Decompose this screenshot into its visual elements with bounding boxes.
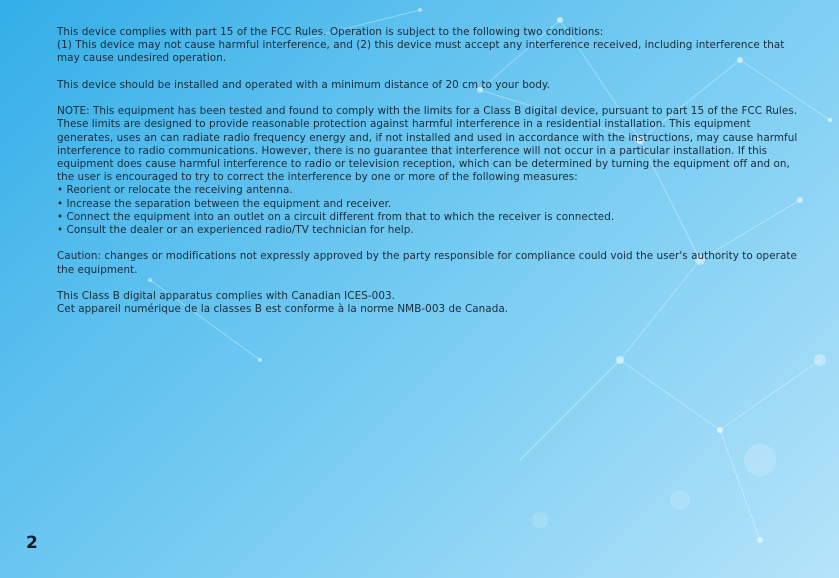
measure-bullet: • Connect the equipment into an outlet on a circuit different from that to which the receiver is connected. <box>57 210 615 223</box>
caution-paragraph: Caution: changes or modifications not expressly approved by the party responsible for compliance could void the user's authority to operate the equipment. <box>57 250 797 276</box>
nmb-statement: Cet appareil numérique de la classes B est conforme à la norme NMB-003 de Canada. <box>57 303 509 316</box>
distance-paragraph: This device should be installed and operated with a minimum distance of 20 cm to your body. <box>57 78 550 91</box>
fcc-note-paragraph <box>57 105 807 237</box>
canada-compliance-paragraph <box>57 290 807 316</box>
ices-statement: This Class B digital apparatus complies with Canadian ICES-003. <box>57 290 395 302</box>
fcc-note-text: NOTE: This equipment has been tested and found to comply with the limits for a Class B digital device, pursuant to part 15 of the FCC Rules. These limits are designed to provide reasonable protection against harmful interference in a residential installation. This equipment generates, uses an can radiate radio frequency energy and, if not installed and used in accordance with the instructions, may cause harmful interference to radio communications. However, there is no guarantee that interference will not occur in a particular installation. If this equipment does cause harmful interference to radio or television reception, which can be determined by turning the equipment off and on, the user is encouraged to try to correct the interference by one or more of the following measures: <box>57 105 798 184</box>
measure-bullet: • Increase the separation between the equipment and receiver. <box>57 197 392 210</box>
measure-bullet: • Consult the dealer or an experienced radio/TV technician for help. <box>57 224 414 237</box>
fcc-compliance-statement: This device complies with part 15 of the FCC Rules. Operation is subject to the following two conditions: <box>57 26 604 38</box>
fcc-conditions-paragraph <box>57 26 807 66</box>
page-number: 2 <box>26 533 38 553</box>
measure-bullet: • Reorient or relocate the receiving antenna. <box>57 184 293 197</box>
fcc-conditions-list: (1) This device may not cause harmful interference, and (2) this device must accept any interference received, including interference that may cause undesired operation. <box>57 39 785 65</box>
compliance-text-block <box>57 26 807 330</box>
